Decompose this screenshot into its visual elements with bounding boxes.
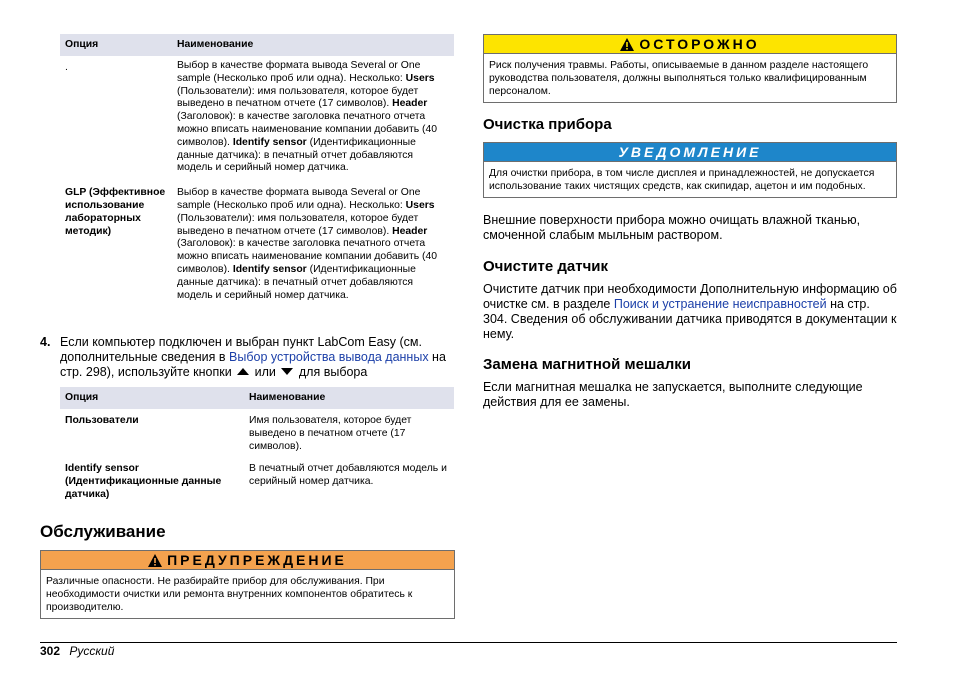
table2-row2-option: Identify sensor (Идентификационные данные датчика): [65, 463, 222, 500]
table-row: [60, 56, 454, 187]
warning-text: Различные опасности. Не разбирайте прибор для обслуживания. При необходимости очистки или ремонта внутренних компонентов обратитесь к производителю.: [41, 569, 454, 618]
table1-row1-option: .: [65, 62, 68, 73]
warning-box: [40, 550, 455, 619]
troubleshooting-link[interactable]: Поиск и устранение неисправностей: [613, 297, 827, 311]
clean-instrument-text: Внешние поверхности прибора можно очищать влажной тканью, смоченной слабым мыльным раствором.: [483, 213, 861, 242]
footer: [40, 644, 114, 658]
warning-triangle-icon: [620, 38, 634, 51]
table2-header-option: Опция: [60, 387, 244, 409]
table1-header-option: Опция: [60, 34, 172, 56]
notice-label: УВЕДОМЛЕНИЕ: [484, 143, 896, 161]
table2-header-name: Наименование: [244, 387, 454, 409]
stirrer-text: Если магнитная мешалка не запускается, выполните следующие действия для ее замены.: [483, 380, 863, 409]
caution-box: [483, 34, 897, 103]
arrow-down-icon: [281, 368, 293, 375]
footer-rule: [40, 642, 897, 643]
caution-header: [484, 35, 896, 53]
notice-box: [483, 142, 897, 198]
stirrer-title: Замена магнитной мешалки: [483, 356, 692, 373]
clean-sensor-text: Очистите датчик при необходимости Дополнительную информацию об очистке см. в разделе Поиск и устранение неисправностей на стр. 304. Сведения об обслуживании датчика приводятся в документации к нему.: [483, 282, 897, 341]
output-device-link[interactable]: Выбор устройства вывода данных: [229, 350, 429, 364]
clean-instrument-title: Очистка прибора: [483, 116, 612, 133]
page-number: 302: [40, 644, 61, 658]
warning-label: ПРЕДУПРЕЖДЕНИЕ: [167, 552, 347, 568]
arrow-up-icon: [237, 368, 249, 375]
step-number: 4.: [40, 335, 51, 349]
options-table-1: [60, 34, 454, 302]
table2-row2-desc: В печатный отчет добавляются модель и серийный номер датчика.: [249, 463, 447, 488]
table-row: [60, 463, 454, 501]
caution-label: ОСТОРОЖНО: [639, 36, 760, 52]
step-text: Если компьютер подключен и выбран пункт LabCom Easy (см. дополнительные сведения в Выбор устройства вывода данных на стр. 298), используйте кнопки или для выбора: [60, 335, 446, 379]
warning-header: [41, 551, 454, 569]
maintenance-title: Обслуживание: [40, 522, 166, 541]
table1-row2-option: GLP (Эффективное использование лабораторных методик): [65, 187, 166, 237]
table1-row2-desc: Выбор в качестве формата вывода Several or One sample (Несколько проб или одна). Несколько: Users (Пользователи): имя пользователя, которое будет выведено в печатном отчете (17 символов). Header (Заголовок): в качестве заголовка печатного отчета можно вписать наименование компании добавить (40 символов). Identify sensor (Идентификационные данные датчика): в печатный отчет добавляются модель и серийный номер датчика.: [177, 187, 438, 301]
options-table-2: [60, 387, 454, 502]
caution-text: Риск получения травмы. Работы, описываемые в данном разделе настоящего руководства пользователя, должны выполняться только квалифицированным персоналом.: [484, 53, 896, 102]
table2-row1-option: Пользователи: [65, 415, 139, 426]
table-row: [60, 187, 454, 302]
table2-row1-desc: Имя пользователя, которое будет выведено в печатном отчете (17 символов).: [249, 415, 412, 452]
step-4: [40, 335, 454, 380]
clean-sensor-title: Очистите датчик: [483, 258, 609, 275]
notice-text: Для очистки прибора, в том числе дисплея и принадлежностей, не допускается использование таких чистящих средств, как скипидар, ацетон и им подобных.: [484, 161, 896, 197]
table-row: [60, 409, 454, 463]
table1-row1-desc: Выбор в качестве формата вывода Several or One sample (Несколько проб или одна). Несколько: Users (Пользователи): имя пользователя, которое будет выведено в печатном отчете (17 символов). Header (Заголовок): в качестве заголовка печатного отчета можно вписать наименование компании добавить (40 символов). Identify sensor (Идентификационные данные датчика): в печатный отчет добавляются модель и серийный номер датчика.: [177, 60, 438, 174]
footer-language: Русский: [69, 644, 115, 658]
table1-header-name: Наименование: [172, 34, 454, 56]
warning-triangle-icon: [148, 554, 162, 567]
